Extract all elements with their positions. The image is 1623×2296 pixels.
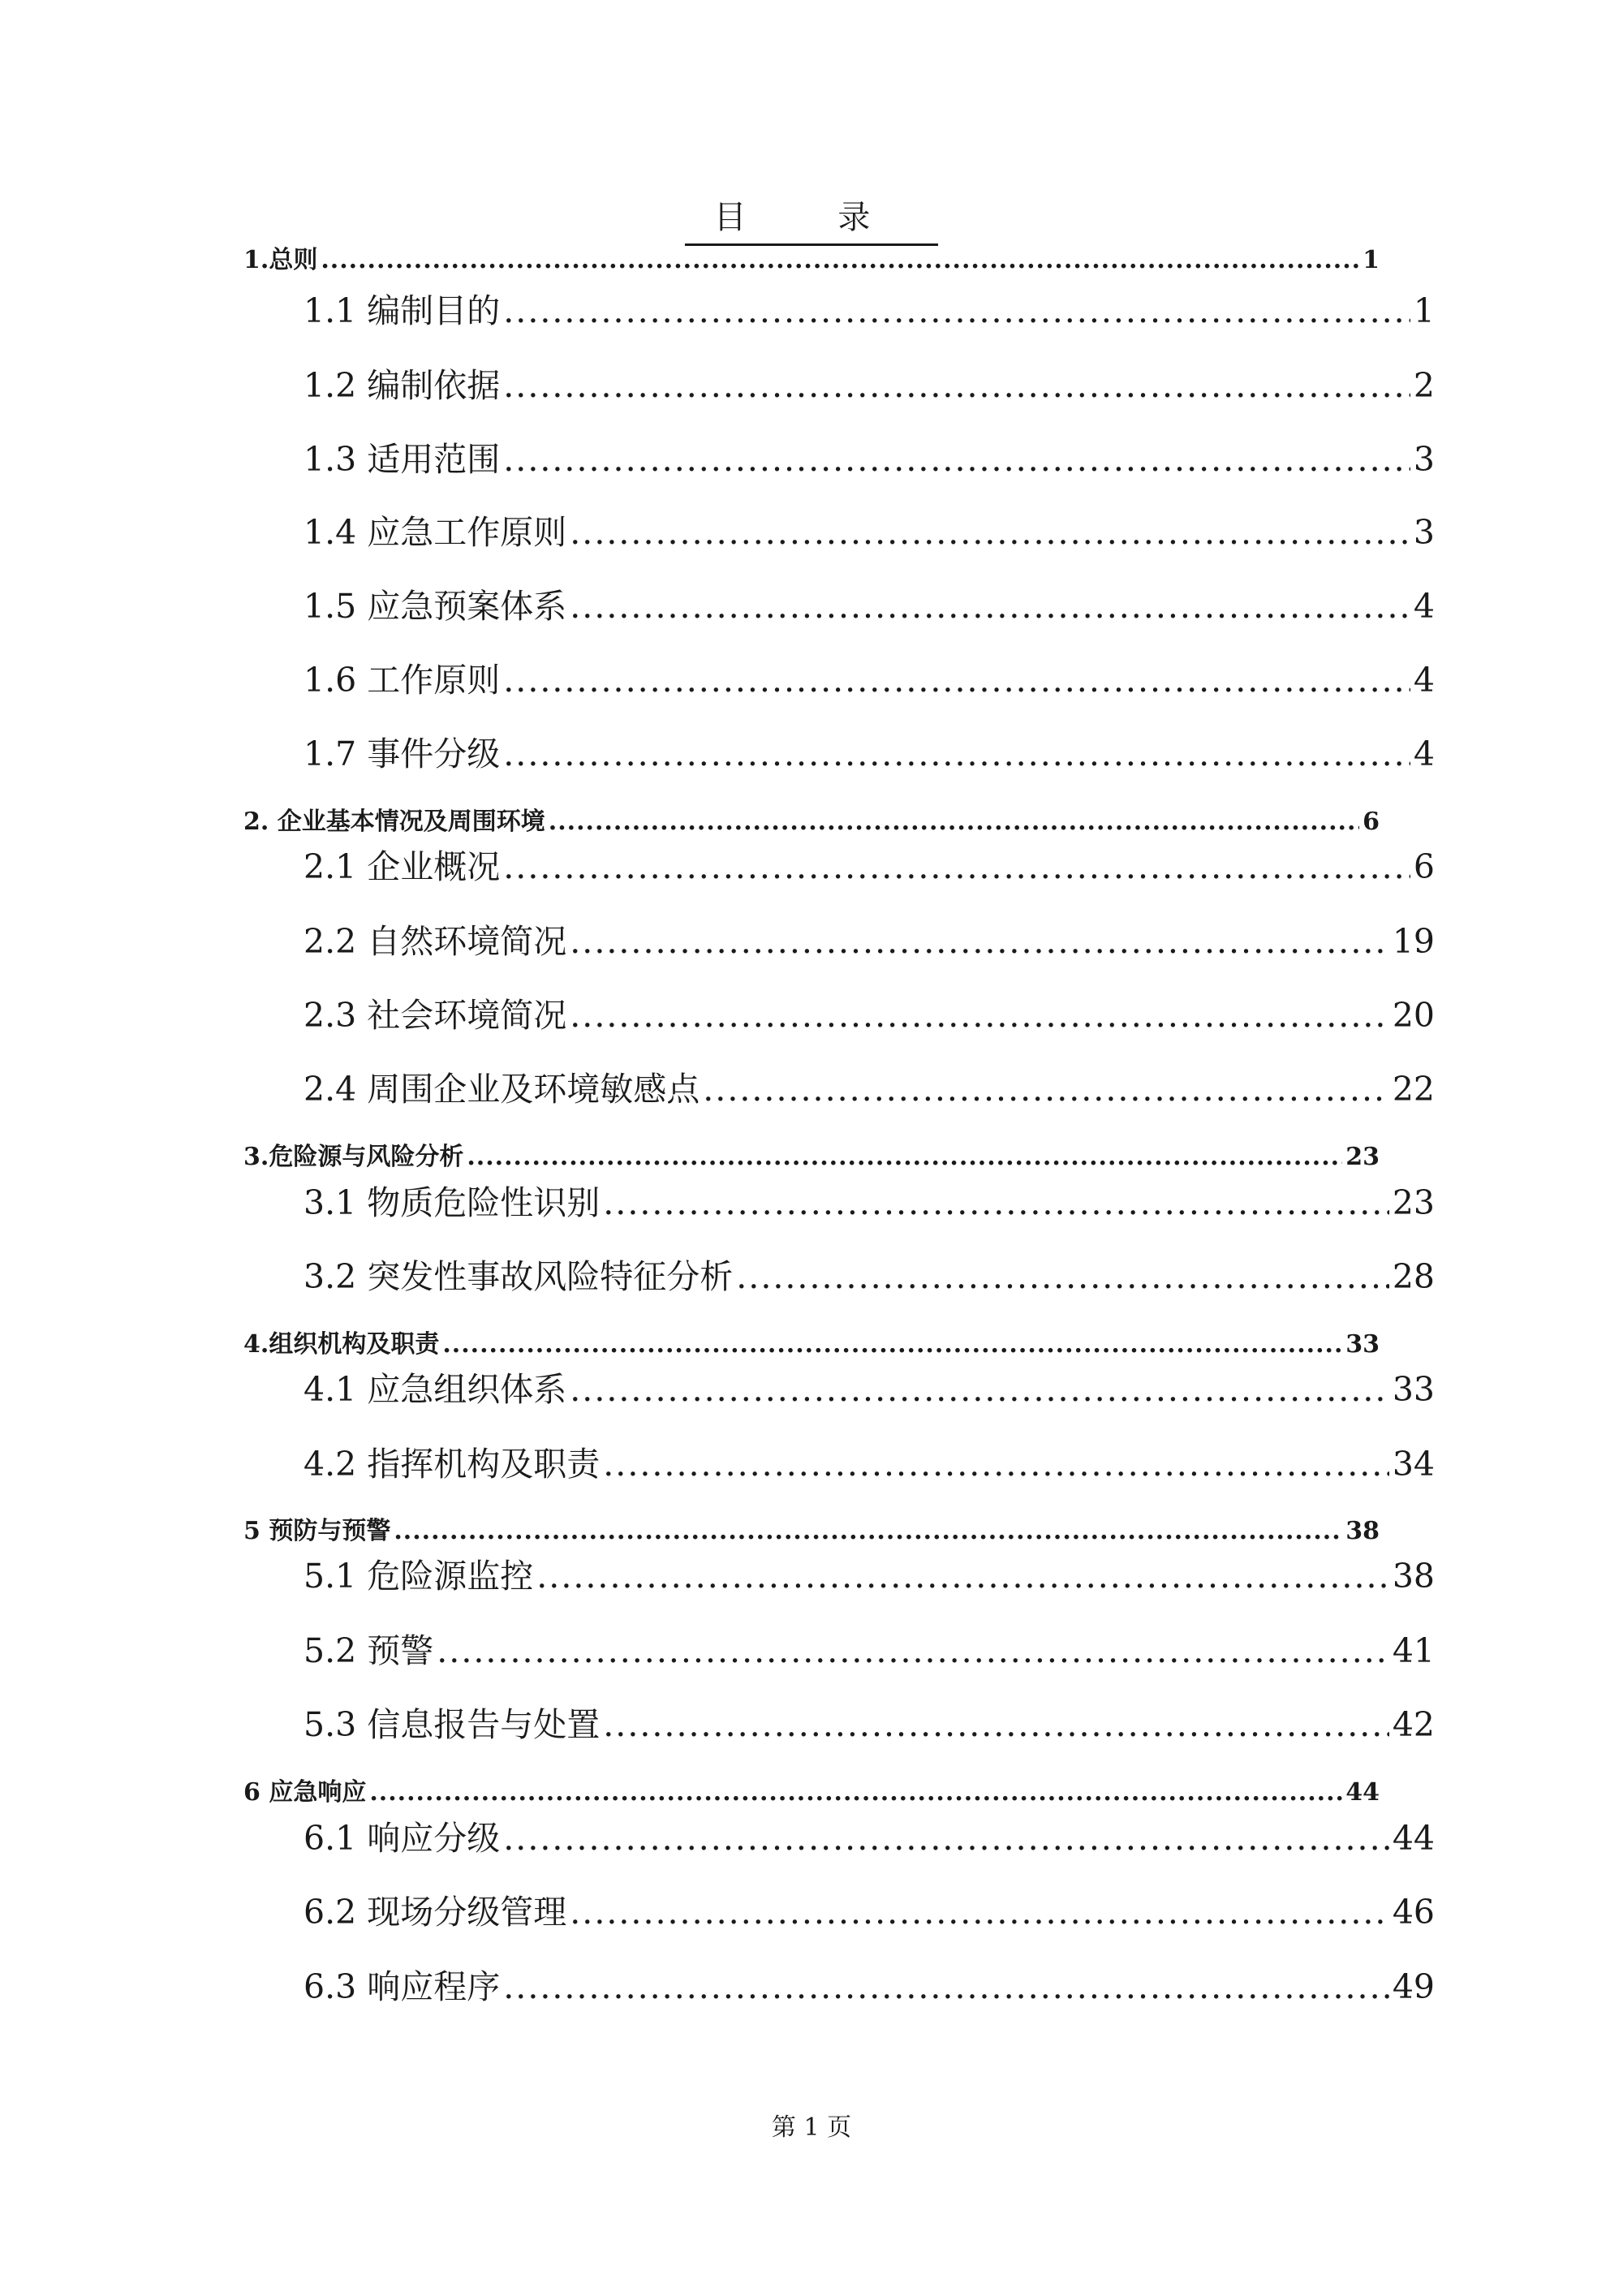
toc-entry-page-number: 19 bbox=[1392, 922, 1435, 961]
toc-entry[interactable] bbox=[304, 1248, 1435, 1305]
toc-entry-label: 2.1 企业概况 bbox=[304, 847, 501, 886]
toc-entry-label: 1.1 编制目的 bbox=[304, 291, 501, 330]
toc-title-text: 目 录 bbox=[685, 193, 939, 246]
toc-entry-page-number: 44 bbox=[1392, 1819, 1435, 1858]
toc-entry-page-number: 6 bbox=[1363, 808, 1380, 836]
toc-entry-label: 5.1 危险源监控 bbox=[304, 1557, 534, 1596]
toc-dot-leader bbox=[503, 1810, 1389, 1867]
toc-entry[interactable] bbox=[243, 1325, 1380, 1365]
toc-entry-label: 3.1 物质危险性识别 bbox=[304, 1183, 601, 1222]
toc-entry-label: 3.危险源与风险分析 bbox=[243, 1143, 464, 1171]
toc-entry-label: 5.2 预警 bbox=[304, 1631, 434, 1670]
toc-entry-page-number: 1 bbox=[1413, 291, 1435, 330]
toc-entry[interactable] bbox=[243, 240, 1380, 281]
toc-entry-page-number: 4 bbox=[1413, 734, 1435, 773]
toc-entry-label: 4.1 应急组织体系 bbox=[304, 1370, 567, 1409]
toc-entry-label: 2. 企业基本情况及周围环境 bbox=[243, 808, 545, 836]
toc-entry-label: 1.7 事件分级 bbox=[304, 734, 501, 773]
toc-dot-leader bbox=[570, 578, 1410, 635]
toc-entry-page-number: 3 bbox=[1413, 513, 1435, 552]
toc-entry[interactable] bbox=[243, 802, 1380, 842]
toc-entry-label: 1.4 应急工作原则 bbox=[304, 513, 567, 552]
toc-entry[interactable] bbox=[304, 1548, 1435, 1605]
toc-title bbox=[0, 193, 1623, 246]
toc-entry-label: 1.总则 bbox=[243, 246, 318, 274]
toc-entry[interactable] bbox=[304, 913, 1435, 970]
toc-dot-leader bbox=[503, 282, 1410, 339]
toc-dot-leader bbox=[503, 357, 1410, 414]
toc-entry[interactable] bbox=[304, 357, 1435, 414]
toc-entry[interactable] bbox=[304, 504, 1435, 561]
toc-dot-leader bbox=[570, 1884, 1389, 1941]
toc-entry-page-number: 44 bbox=[1345, 1778, 1380, 1807]
toc-dot-leader bbox=[467, 1137, 1342, 1178]
toc-entry-label: 1.6 工作原则 bbox=[304, 661, 501, 700]
toc-entry-label: 5.3 信息报告与处置 bbox=[304, 1705, 601, 1744]
toc-entry-page-number: 23 bbox=[1392, 1183, 1435, 1222]
toc-entry-label: 1.3 适用范围 bbox=[304, 440, 501, 479]
toc-entry-label: 5 预防与预警 bbox=[243, 1517, 391, 1545]
toc-entry[interactable] bbox=[304, 1958, 1435, 2015]
toc-dot-leader bbox=[394, 1511, 1342, 1552]
toc-dot-leader bbox=[703, 1061, 1389, 1118]
page-footer: 第 1 页 bbox=[771, 2113, 852, 2142]
toc-entry[interactable] bbox=[304, 1622, 1435, 1679]
toc-entry-label: 4.组织机构及职责 bbox=[243, 1330, 440, 1359]
toc-entry-label: 4.2 指挥机构及职责 bbox=[304, 1445, 601, 1484]
toc-entry-label: 6.3 响应程序 bbox=[304, 1967, 501, 2006]
toc-entry-page-number: 6 bbox=[1413, 847, 1435, 886]
toc-entry-page-number: 22 bbox=[1392, 1070, 1435, 1109]
toc-entry-page-number: 49 bbox=[1392, 1967, 1435, 2006]
toc-dot-leader bbox=[369, 1773, 1342, 1813]
toc-entry-page-number: 20 bbox=[1392, 996, 1435, 1035]
toc-entry[interactable] bbox=[304, 1810, 1435, 1867]
toc-dot-leader bbox=[736, 1248, 1389, 1305]
toc-dot-leader bbox=[549, 802, 1359, 842]
toc-entry-page-number: 33 bbox=[1392, 1370, 1435, 1409]
toc-entry-page-number: 38 bbox=[1345, 1517, 1380, 1545]
toc-entry[interactable] bbox=[243, 1773, 1380, 1813]
toc-entry[interactable] bbox=[304, 987, 1435, 1044]
toc-entry-label: 1.5 应急预案体系 bbox=[304, 587, 567, 626]
toc-entry-label: 6 应急响应 bbox=[243, 1778, 367, 1807]
toc-entry-page-number: 4 bbox=[1413, 661, 1435, 700]
toc-dot-leader bbox=[503, 1958, 1389, 2015]
toc-dot-leader bbox=[442, 1325, 1342, 1365]
toc-dot-leader bbox=[503, 431, 1410, 488]
toc-entry[interactable] bbox=[304, 1884, 1435, 1941]
toc-entry-page-number: 33 bbox=[1345, 1330, 1380, 1359]
toc-entry-page-number: 46 bbox=[1392, 1893, 1435, 1932]
toc-entry-label: 6.1 响应分级 bbox=[304, 1819, 501, 1858]
toc-entry-label: 1.2 编制依据 bbox=[304, 366, 501, 405]
toc-entry-label: 2.4 周围企业及环境敏感点 bbox=[304, 1070, 700, 1109]
toc-entry-page-number: 28 bbox=[1392, 1257, 1435, 1296]
toc-entry[interactable] bbox=[304, 1061, 1435, 1118]
toc-entry[interactable] bbox=[304, 1174, 1435, 1231]
toc-entry[interactable] bbox=[304, 578, 1435, 635]
toc-dot-leader bbox=[570, 987, 1389, 1044]
toc-entry[interactable] bbox=[304, 1361, 1435, 1418]
toc-entry[interactable] bbox=[243, 1137, 1380, 1178]
toc-dot-leader bbox=[570, 1361, 1389, 1418]
toc-entry-page-number: 42 bbox=[1392, 1705, 1435, 1744]
toc-dot-leader bbox=[570, 504, 1410, 561]
toc-entry[interactable] bbox=[304, 282, 1435, 339]
toc-entry[interactable] bbox=[304, 652, 1435, 709]
toc-entry-label: 3.2 突发性事故风险特征分析 bbox=[304, 1257, 734, 1296]
toc-dot-leader bbox=[603, 1436, 1389, 1493]
toc-dot-leader bbox=[570, 913, 1389, 970]
toc-entry-label: 2.3 社会环境简况 bbox=[304, 996, 567, 1035]
toc-entry-page-number: 34 bbox=[1392, 1445, 1435, 1484]
toc-dot-leader bbox=[603, 1174, 1389, 1231]
toc-entry[interactable] bbox=[243, 1511, 1380, 1552]
toc-entry-label: 6.2 现场分级管理 bbox=[304, 1893, 567, 1932]
toc-entry-page-number: 1 bbox=[1363, 246, 1380, 274]
toc-entry-page-number: 4 bbox=[1413, 587, 1435, 626]
toc-entry-page-number: 23 bbox=[1345, 1143, 1380, 1171]
toc-entry[interactable] bbox=[304, 838, 1435, 895]
toc-dot-leader bbox=[437, 1622, 1389, 1679]
toc-dot-leader bbox=[536, 1548, 1389, 1605]
toc-entry[interactable] bbox=[304, 726, 1435, 782]
toc-entry-page-number: 3 bbox=[1413, 440, 1435, 479]
toc-entry[interactable] bbox=[304, 1436, 1435, 1493]
toc-dot-leader bbox=[603, 1696, 1389, 1753]
toc-dot-leader bbox=[503, 652, 1410, 709]
toc-entry[interactable] bbox=[304, 431, 1435, 488]
toc-entry-page-number: 41 bbox=[1392, 1631, 1435, 1670]
toc-dot-leader bbox=[503, 726, 1410, 782]
toc-entry[interactable] bbox=[304, 1696, 1435, 1753]
toc-dot-leader bbox=[503, 838, 1410, 895]
toc-entry-label: 2.2 自然环境简况 bbox=[304, 922, 567, 961]
toc-entry-page-number: 2 bbox=[1413, 366, 1435, 405]
toc-entry-page-number: 38 bbox=[1392, 1557, 1435, 1596]
toc-dot-leader bbox=[321, 240, 1359, 281]
